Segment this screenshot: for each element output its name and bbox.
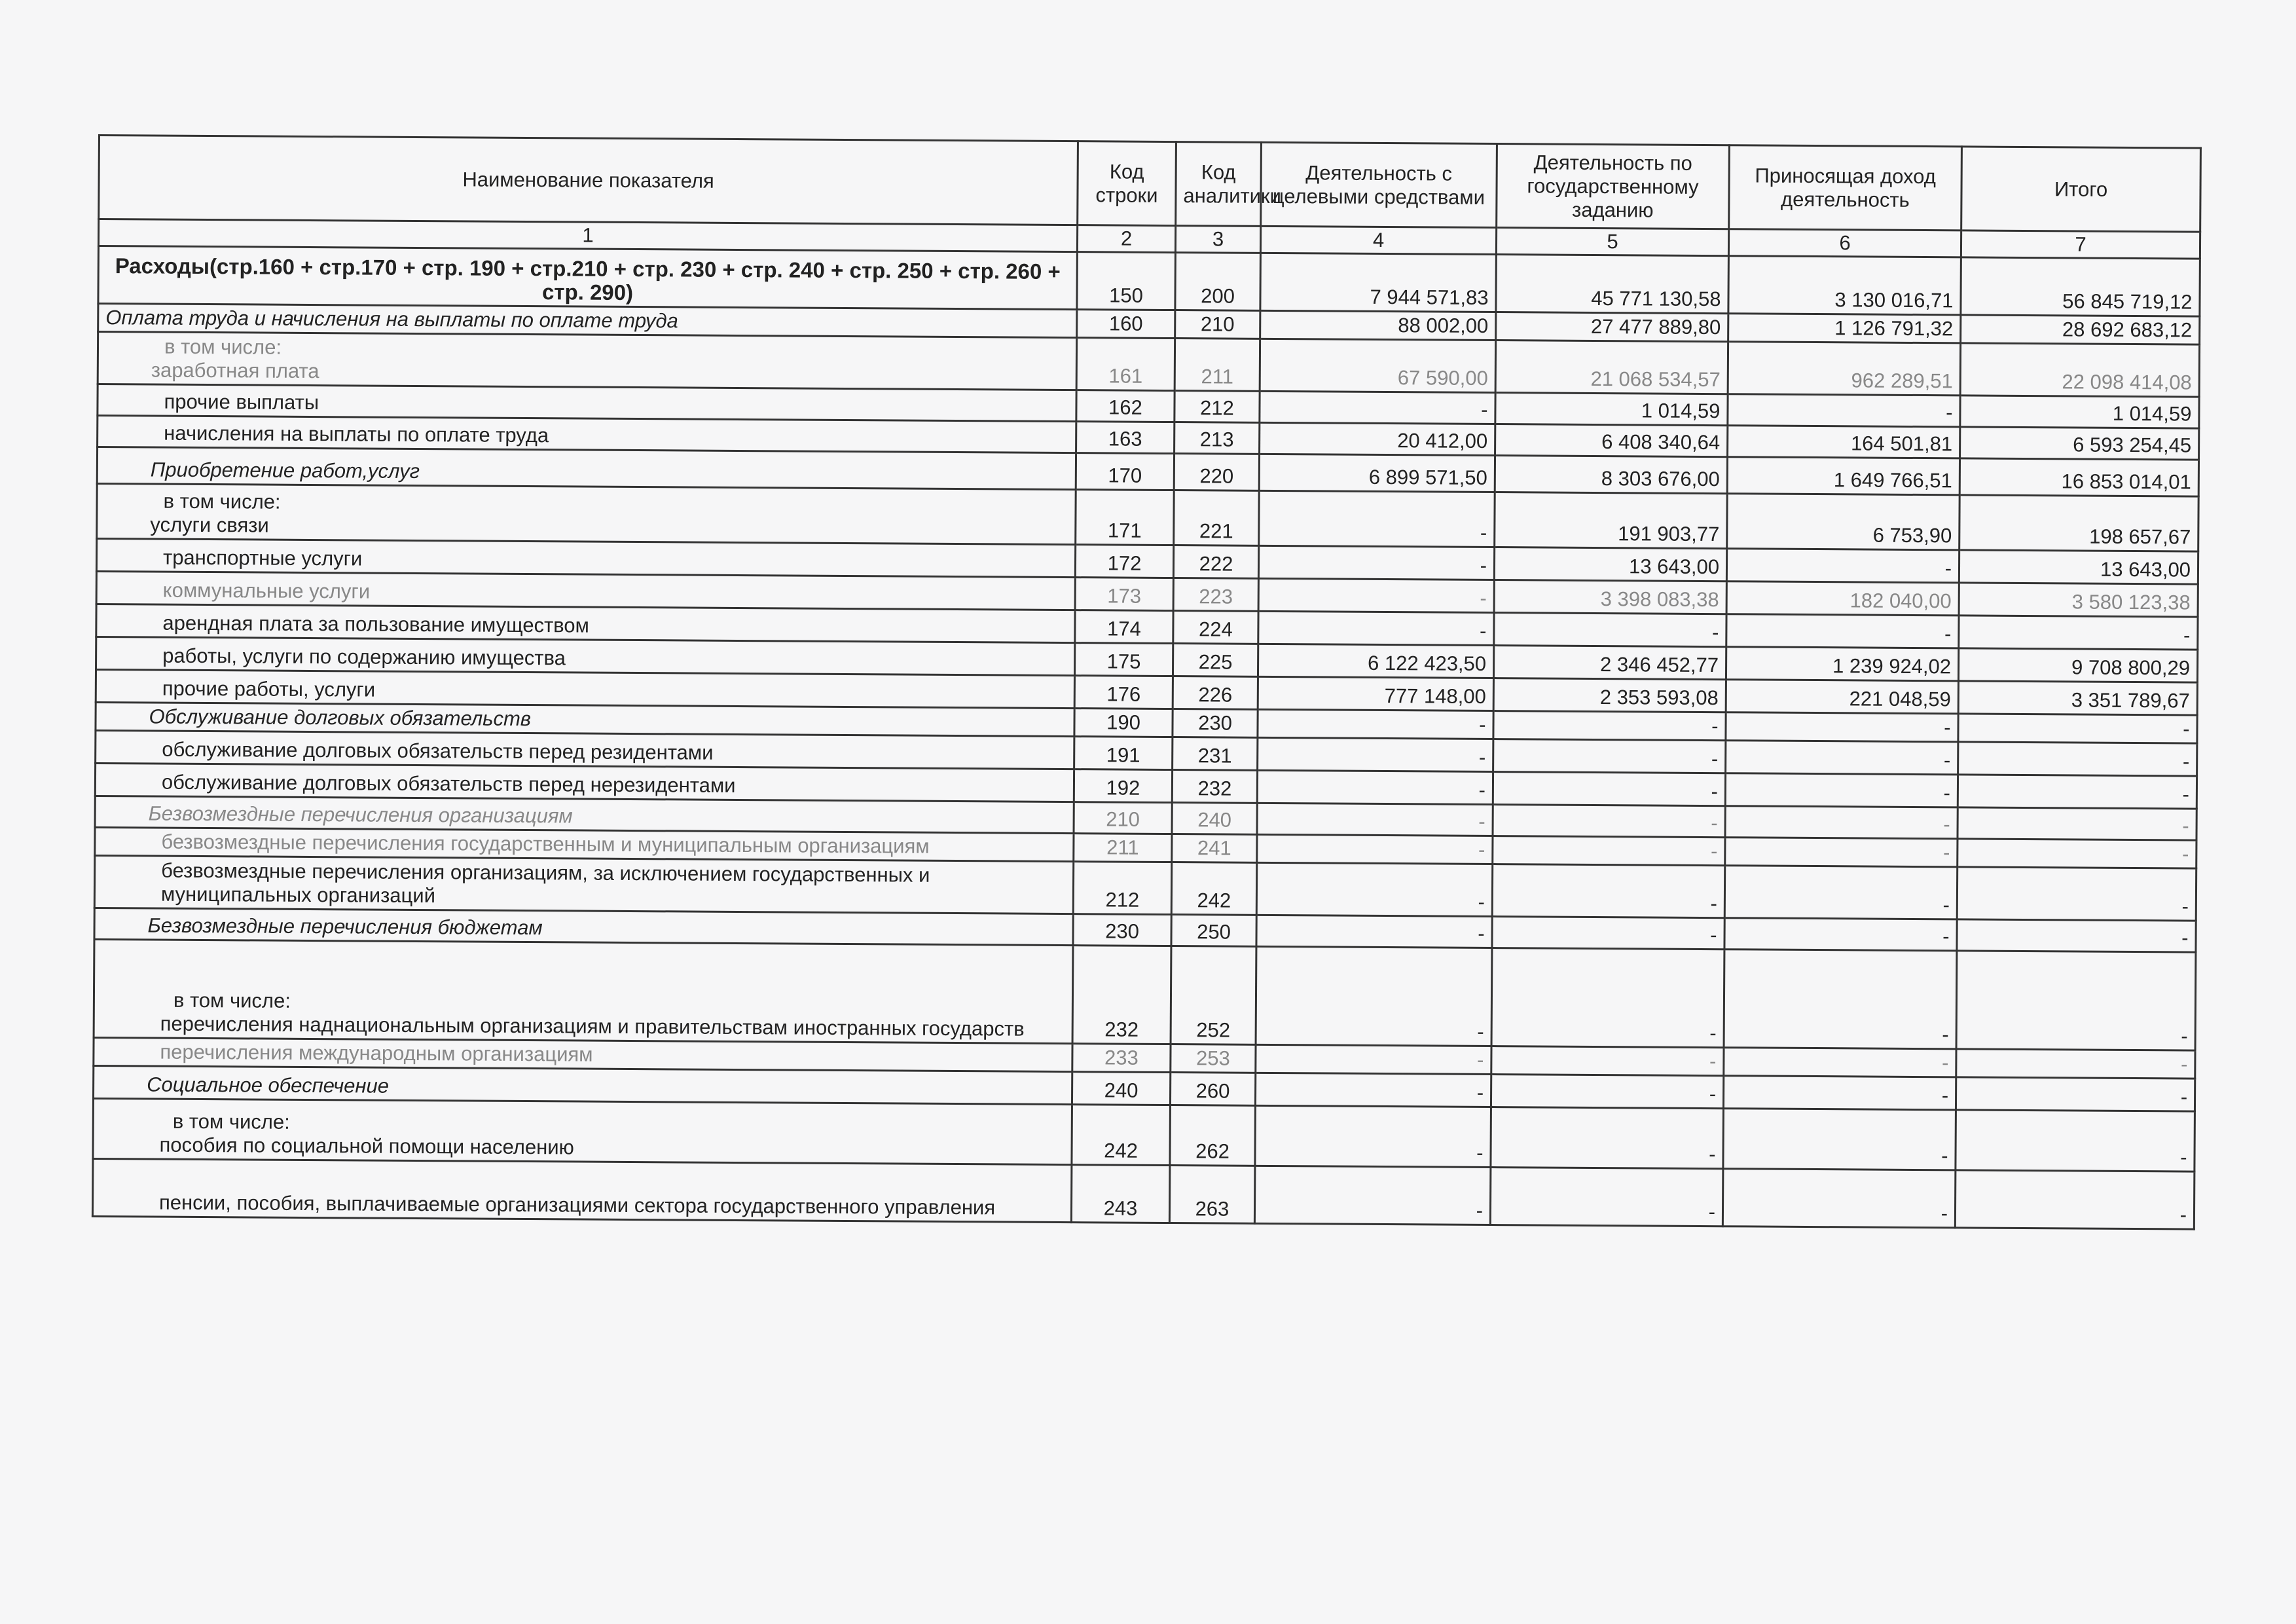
header-row bbox=[99, 136, 2201, 232]
row-code: 161 bbox=[1076, 338, 1175, 391]
row-code: 170 bbox=[1076, 453, 1174, 490]
row-code: 174 bbox=[1075, 610, 1173, 644]
value-state-task: 2 346 452,77 bbox=[1493, 646, 1726, 680]
row-analytic: 225 bbox=[1173, 644, 1258, 677]
row-analytic: 223 bbox=[1173, 578, 1258, 612]
row-code: 211 bbox=[1074, 834, 1172, 862]
value-state-task: 6 408 340,64 bbox=[1495, 424, 1728, 457]
row-analytic: 252 bbox=[1171, 946, 1256, 1045]
value-state-task: - bbox=[1493, 836, 1725, 866]
row-label: Безвозмездные перечисления бюджетам bbox=[147, 913, 543, 940]
value-target-funds: 67 590,00 bbox=[1260, 339, 1495, 392]
table-body bbox=[92, 246, 2200, 1230]
value-total: - bbox=[1956, 1049, 2195, 1079]
value-target-funds: - bbox=[1258, 611, 1494, 645]
value-state-task: - bbox=[1491, 1107, 1724, 1169]
value-target-funds: 6 899 571,50 bbox=[1259, 454, 1495, 492]
header-target-funds: Деятельность с целевыми средствами bbox=[1261, 142, 1497, 227]
row-name bbox=[94, 855, 1073, 913]
value-total: 198 657,67 bbox=[1959, 495, 2199, 551]
value-target-funds: - bbox=[1257, 770, 1493, 804]
row-prefix: в том числе: bbox=[164, 335, 282, 359]
row-analytic: 230 bbox=[1173, 709, 1258, 738]
value-state-task: 27 477 889,80 bbox=[1496, 312, 1728, 342]
row-label: обслуживание долговых обязательств перед нерезидентами bbox=[161, 770, 736, 797]
row-label: начисления на выплаты по оплате труда bbox=[164, 421, 549, 447]
row-label: Безвозмездные перечисления организациям bbox=[148, 802, 573, 828]
value-total: - bbox=[1958, 807, 2196, 840]
row-code: 230 bbox=[1073, 914, 1171, 946]
row-analytic: 231 bbox=[1173, 737, 1258, 771]
row-prefix: в том числе: bbox=[163, 489, 281, 513]
value-income: - bbox=[1722, 1169, 1956, 1228]
value-total: - bbox=[1956, 1077, 2195, 1111]
value-target-funds: 777 148,00 bbox=[1258, 676, 1493, 710]
value-income: 182 040,00 bbox=[1726, 581, 1959, 616]
value-target-funds: - bbox=[1259, 490, 1495, 547]
row-name bbox=[94, 939, 1073, 1043]
value-total: 6 593 254,45 bbox=[1960, 427, 2199, 460]
value-income: - bbox=[1723, 1076, 1956, 1110]
row-label: Расходы(стр.160 + стр.170 + стр. 190 + стр.210 + стр. 230 + стр. 240 + стр. 250 + стр. 260 + стр. 290) bbox=[115, 253, 1061, 304]
row-analytic: 262 bbox=[1170, 1105, 1256, 1166]
value-state-task: - bbox=[1494, 613, 1726, 647]
value-target-funds: - bbox=[1258, 737, 1493, 771]
row-label: безвозмездные перечисления организациям, за исключением государственных и муниципальных организаций bbox=[160, 858, 930, 908]
row-name bbox=[96, 604, 1075, 642]
row-analytic: 224 bbox=[1173, 611, 1258, 644]
value-income: - bbox=[1723, 1109, 1956, 1170]
value-total: - bbox=[1956, 1110, 2195, 1172]
row-analytic: 213 bbox=[1175, 422, 1260, 454]
value-target-funds: - bbox=[1258, 709, 1493, 739]
row-code: 171 bbox=[1076, 490, 1175, 545]
row-code: 190 bbox=[1074, 709, 1173, 737]
header-code: Код строки bbox=[1078, 141, 1176, 226]
row-name bbox=[93, 1098, 1072, 1164]
value-total: 28 692 683,12 bbox=[1961, 315, 2200, 344]
row-analytic: 210 bbox=[1175, 310, 1260, 339]
value-total: - bbox=[1958, 714, 2197, 743]
value-state-task: 13 643,00 bbox=[1494, 547, 1726, 581]
row-code: 243 bbox=[1071, 1165, 1170, 1223]
row-analytic: 220 bbox=[1174, 454, 1259, 491]
header-state-task: Деятельность по государственному заданию bbox=[1497, 144, 1730, 229]
value-total: - bbox=[1955, 1170, 2195, 1229]
col-num-1: 1 bbox=[98, 219, 1077, 252]
value-income: 962 289,51 bbox=[1728, 342, 1960, 396]
row-name bbox=[98, 332, 1076, 390]
value-total: 16 853 014,01 bbox=[1959, 458, 2198, 496]
row-name bbox=[96, 637, 1075, 675]
value-total: 9 708 800,29 bbox=[1958, 648, 2197, 682]
value-target-funds: - bbox=[1258, 578, 1494, 612]
value-target-funds: - bbox=[1258, 545, 1494, 580]
value-income: - bbox=[1724, 866, 1957, 919]
header-name: Наименование показателя bbox=[99, 136, 1078, 225]
value-target-funds: - bbox=[1257, 834, 1493, 864]
header-income: Приносящая доход деятельность bbox=[1729, 145, 1962, 231]
value-state-task: - bbox=[1493, 711, 1726, 741]
row-label: Оплата труда и начисления на выплаты по оплате труда bbox=[105, 306, 678, 333]
row-label: пенсии, пособия, выплачиваемые организациями сектора государственного управления bbox=[158, 1190, 996, 1219]
value-target-funds: - bbox=[1256, 946, 1492, 1046]
value-income: - bbox=[1724, 918, 1957, 951]
row-analytic: 200 bbox=[1175, 253, 1261, 311]
value-state-task: - bbox=[1492, 917, 1724, 950]
row-name bbox=[95, 763, 1074, 802]
row-name bbox=[96, 538, 1075, 577]
value-income: - bbox=[1725, 806, 1958, 839]
value-income: 3 130 016,71 bbox=[1728, 256, 1961, 315]
value-income: - bbox=[1726, 549, 1959, 583]
value-total: - bbox=[1956, 951, 2196, 1050]
col-num-2: 2 bbox=[1077, 225, 1175, 253]
row-code: 175 bbox=[1074, 643, 1173, 676]
row-code: 150 bbox=[1077, 252, 1176, 310]
value-total: - bbox=[1958, 742, 2197, 776]
col-num-6: 6 bbox=[1728, 229, 1961, 257]
row-name bbox=[96, 669, 1074, 708]
col-num-3: 3 bbox=[1175, 226, 1260, 253]
value-total: 22 098 414,08 bbox=[1960, 343, 2199, 397]
col-num-5: 5 bbox=[1496, 228, 1728, 256]
header-analytic: Код аналитики bbox=[1176, 142, 1262, 227]
row-code: 163 bbox=[1076, 422, 1175, 454]
value-target-funds: - bbox=[1257, 803, 1493, 836]
row-analytic: 253 bbox=[1171, 1044, 1256, 1073]
row-analytic: 242 bbox=[1171, 862, 1256, 915]
row-label: услуги связи bbox=[150, 513, 269, 537]
row-name bbox=[92, 1158, 1072, 1222]
row-analytic: 226 bbox=[1173, 676, 1258, 710]
row-label: пособия по социальной помощи населению bbox=[159, 1133, 574, 1159]
row-code: 192 bbox=[1074, 769, 1172, 803]
value-income: - bbox=[1724, 1048, 1956, 1077]
row-analytic: 222 bbox=[1173, 545, 1258, 579]
row-label: арендная плата за пользование имуществом bbox=[162, 611, 590, 637]
row-analytic: 211 bbox=[1175, 339, 1260, 392]
value-target-funds: 88 002,00 bbox=[1260, 310, 1496, 340]
value-income: - bbox=[1724, 950, 1957, 1049]
row-code: 173 bbox=[1075, 578, 1173, 611]
row-analytic: 240 bbox=[1172, 803, 1257, 835]
row-name bbox=[94, 1065, 1072, 1104]
row-prefix: в том числе: bbox=[172, 1109, 290, 1134]
row-code: 162 bbox=[1076, 390, 1175, 422]
value-target-funds: 6 122 423,50 bbox=[1258, 644, 1493, 678]
row-label: прочие выплаты bbox=[164, 390, 319, 415]
row-label: обслуживание долговых обязательств перед резидентами bbox=[162, 737, 714, 764]
value-income: - bbox=[1726, 614, 1959, 648]
table-row bbox=[94, 939, 2196, 1050]
row-label: транспортные услуги bbox=[162, 545, 363, 570]
value-state-task: - bbox=[1493, 739, 1726, 773]
value-target-funds: 20 412,00 bbox=[1260, 422, 1495, 455]
value-target-funds: - bbox=[1255, 1105, 1491, 1167]
value-income: - bbox=[1725, 773, 1958, 807]
row-label: работы, услуги по содержанию имущества bbox=[162, 644, 566, 670]
value-target-funds: - bbox=[1254, 1166, 1491, 1225]
row-code: 242 bbox=[1072, 1105, 1171, 1166]
value-income: - bbox=[1728, 394, 1960, 427]
value-income: 1 239 924,02 bbox=[1726, 647, 1958, 681]
row-code: 210 bbox=[1074, 802, 1172, 834]
value-state-task: - bbox=[1491, 1046, 1724, 1076]
value-total: 3 580 123,38 bbox=[1959, 583, 2198, 617]
row-analytic: 221 bbox=[1174, 490, 1260, 546]
value-target-funds: 7 944 571,83 bbox=[1260, 253, 1497, 312]
value-income: - bbox=[1725, 838, 1958, 867]
header-total: Итого bbox=[1961, 147, 2201, 232]
value-total: - bbox=[1958, 839, 2196, 868]
value-total: - bbox=[1957, 919, 2196, 952]
row-name bbox=[97, 483, 1076, 544]
row-prefix: в том числе: bbox=[173, 988, 291, 1012]
table-row bbox=[92, 1158, 2194, 1229]
row-label: перечисления наднациональным организациям и правительствам иностранных государств bbox=[160, 1012, 1025, 1041]
value-total: 1 014,59 bbox=[1960, 396, 2199, 428]
row-code: 233 bbox=[1072, 1044, 1171, 1073]
value-income: 221 048,59 bbox=[1726, 680, 1958, 714]
row-label: Приобретение работ,услуг bbox=[150, 458, 420, 483]
row-name bbox=[96, 730, 1074, 769]
value-state-task: 1 014,59 bbox=[1495, 393, 1728, 426]
row-label: заработная плата bbox=[151, 358, 319, 383]
expenses-table bbox=[92, 134, 2202, 1230]
row-code: 176 bbox=[1074, 676, 1173, 709]
value-target-funds: - bbox=[1255, 1073, 1491, 1107]
row-label: безвозмездные перечисления государственным и муниципальным организациям bbox=[161, 830, 930, 858]
value-income: 6 753,90 bbox=[1727, 494, 1960, 550]
value-state-task: - bbox=[1490, 1168, 1723, 1227]
row-analytic: 250 bbox=[1171, 915, 1256, 947]
col-num-4: 4 bbox=[1260, 226, 1496, 254]
row-label: Социальное обеспечение bbox=[147, 1073, 390, 1098]
value-income: - bbox=[1726, 741, 1958, 775]
value-total: 3 351 789,67 bbox=[1958, 681, 2197, 715]
value-state-task: 45 771 130,58 bbox=[1496, 255, 1729, 314]
value-target-funds: - bbox=[1256, 915, 1492, 948]
value-state-task: 2 353 593,08 bbox=[1493, 678, 1726, 712]
row-code: 232 bbox=[1072, 946, 1171, 1044]
value-total: - bbox=[1958, 775, 2196, 809]
row-name bbox=[96, 571, 1075, 610]
row-analytic: 241 bbox=[1172, 834, 1257, 863]
row-code: 191 bbox=[1074, 737, 1173, 770]
value-income: - bbox=[1726, 712, 1958, 742]
value-state-task: 3 398 083,38 bbox=[1494, 580, 1726, 614]
row-analytic: 232 bbox=[1172, 770, 1257, 803]
value-state-task: - bbox=[1493, 805, 1725, 838]
report-sheet bbox=[92, 134, 2200, 1230]
value-income: 164 501,81 bbox=[1728, 426, 1960, 458]
row-code: 212 bbox=[1073, 862, 1171, 915]
value-income: 1 126 791,32 bbox=[1728, 314, 1961, 343]
value-state-task: - bbox=[1493, 772, 1725, 806]
value-total: 56 845 719,12 bbox=[1961, 257, 2200, 316]
value-state-task: 191 903,77 bbox=[1495, 492, 1728, 549]
row-label: перечисления международным организациям bbox=[160, 1040, 593, 1066]
value-total: - bbox=[1959, 616, 2198, 650]
value-target-funds: - bbox=[1256, 1044, 1491, 1074]
row-label: Обслуживание долговых обязательств bbox=[149, 705, 532, 731]
value-total: - bbox=[1957, 867, 2196, 921]
value-state-task: - bbox=[1492, 864, 1724, 918]
value-state-task: 21 068 534,57 bbox=[1495, 341, 1728, 394]
value-target-funds: - bbox=[1256, 862, 1492, 916]
value-income: 1 649 766,51 bbox=[1727, 457, 1959, 495]
row-analytic: 260 bbox=[1170, 1073, 1255, 1106]
row-analytic: 263 bbox=[1169, 1166, 1255, 1224]
value-total: 13 643,00 bbox=[1959, 550, 2198, 584]
value-state-task: - bbox=[1491, 948, 1724, 1048]
col-num-7: 7 bbox=[1961, 231, 2200, 259]
row-analytic: 212 bbox=[1175, 391, 1260, 423]
row-code: 172 bbox=[1075, 545, 1173, 578]
row-name bbox=[98, 246, 1078, 310]
value-state-task: - bbox=[1491, 1075, 1723, 1109]
row-label: коммунальные услуги bbox=[162, 578, 371, 603]
row-code: 240 bbox=[1072, 1072, 1170, 1105]
row-code: 160 bbox=[1077, 310, 1175, 339]
value-target-funds: - bbox=[1260, 391, 1495, 424]
row-name bbox=[97, 447, 1076, 490]
row-label: прочие работы, услуги bbox=[162, 676, 376, 701]
value-state-task: 8 303 676,00 bbox=[1495, 456, 1727, 494]
